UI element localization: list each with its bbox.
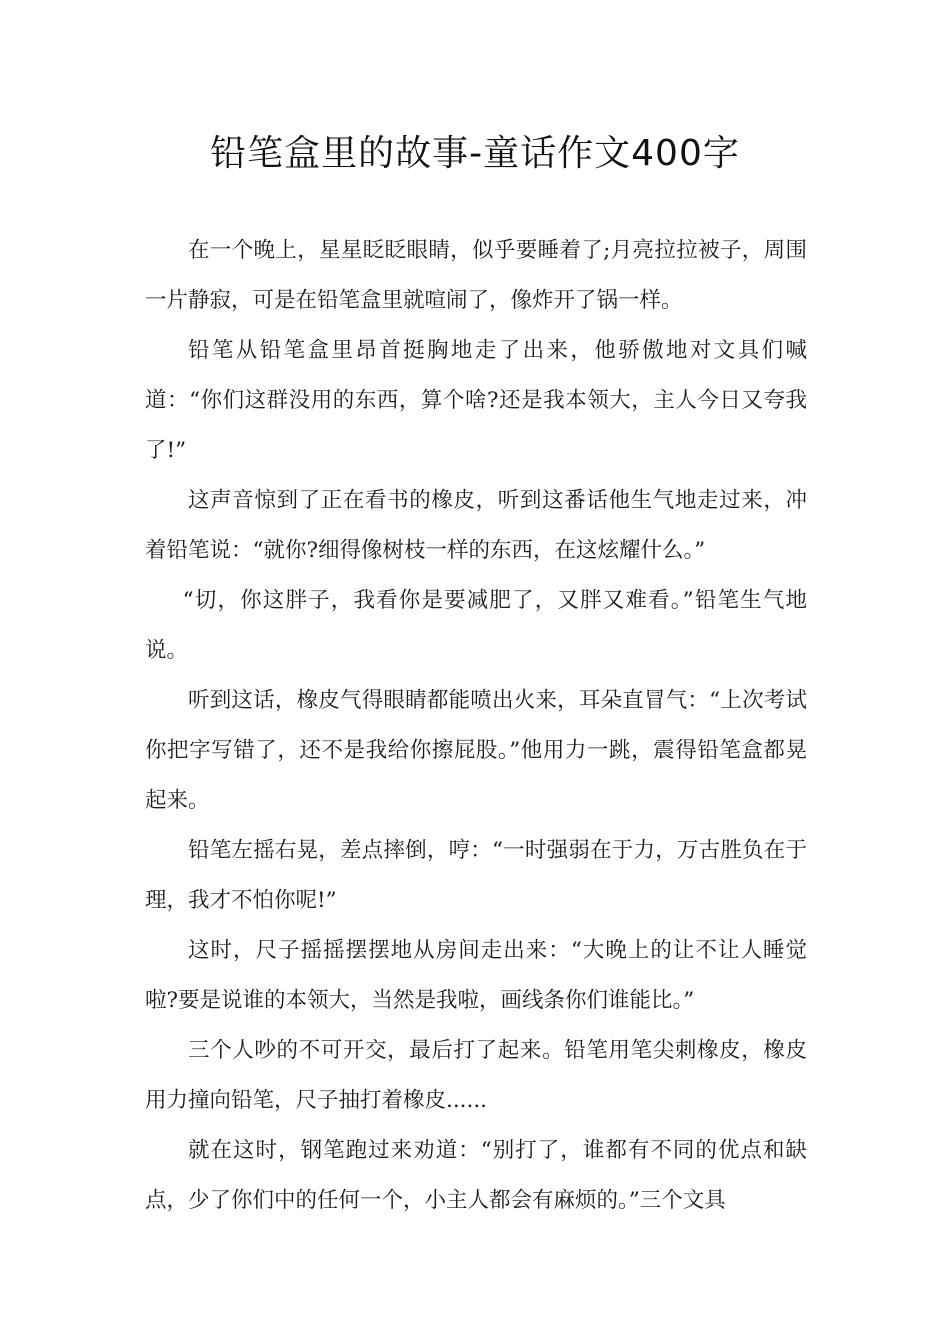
paragraph-1: 在一个晚上，星星眨眨眼睛，似乎要睡着了;月亮拉拉被子，周围一片静寂，可是在铅笔盒里就喧闹了，像炸开了锅一样。 [145, 238, 807, 313]
document-title: 铅笔盒里的故事-童话作文400字 [210, 133, 740, 174]
paragraph-6: 铅笔左摇右晃，差点摔倒，哼：“一时强弱在于力，万古胜负在于理，我才不怕你呢!” [145, 838, 807, 913]
paragraph-7: 这时，尺子摇摇摆摆地从房间走出来：“大晚上的让不让人睡觉啦?要是说谁的本领大，当然是我啦，画线条你们谁能比。” [145, 938, 807, 1013]
paragraph-2: 铅笔从铅笔盒里昂首挺胸地走了出来，他骄傲地对文具们喊道：“你们这群没用的东西，算个啥?还是我本领大，主人今日又夸我了!” [145, 338, 807, 463]
paragraph-9: 就在这时，钢笔跑过来劝道：“别打了，谁都有不同的优点和缺点，少了你们中的任何一个，小主人都会有麻烦的。”三个文具 [145, 1138, 807, 1213]
paragraph-3: 这声音惊到了正在看书的橡皮，听到这番话他生气地走过来，冲着铅笔说：“就你?细得像树枝一样的东西，在这炫耀什么。” [145, 488, 807, 563]
paragraph-5: 听到这话，橡皮气得眼睛都能喷出火来，耳朵直冒气：“上次考试你把字写错了，还不是我给你擦屁股。”他用力一跳，震得铅笔盒都晃起来。 [145, 688, 807, 813]
document-body [145, 226, 807, 1226]
paragraph-4: “切，你这胖子，我看你是要减肥了，又胖又难看。”铅笔生气地说。 [145, 588, 807, 663]
paragraph-8: 三个人吵的不可开交，最后打了起来。铅笔用笔尖刺橡皮，橡皮用力撞向铅笔，尺子抽打着橡皮...... [145, 1038, 807, 1113]
